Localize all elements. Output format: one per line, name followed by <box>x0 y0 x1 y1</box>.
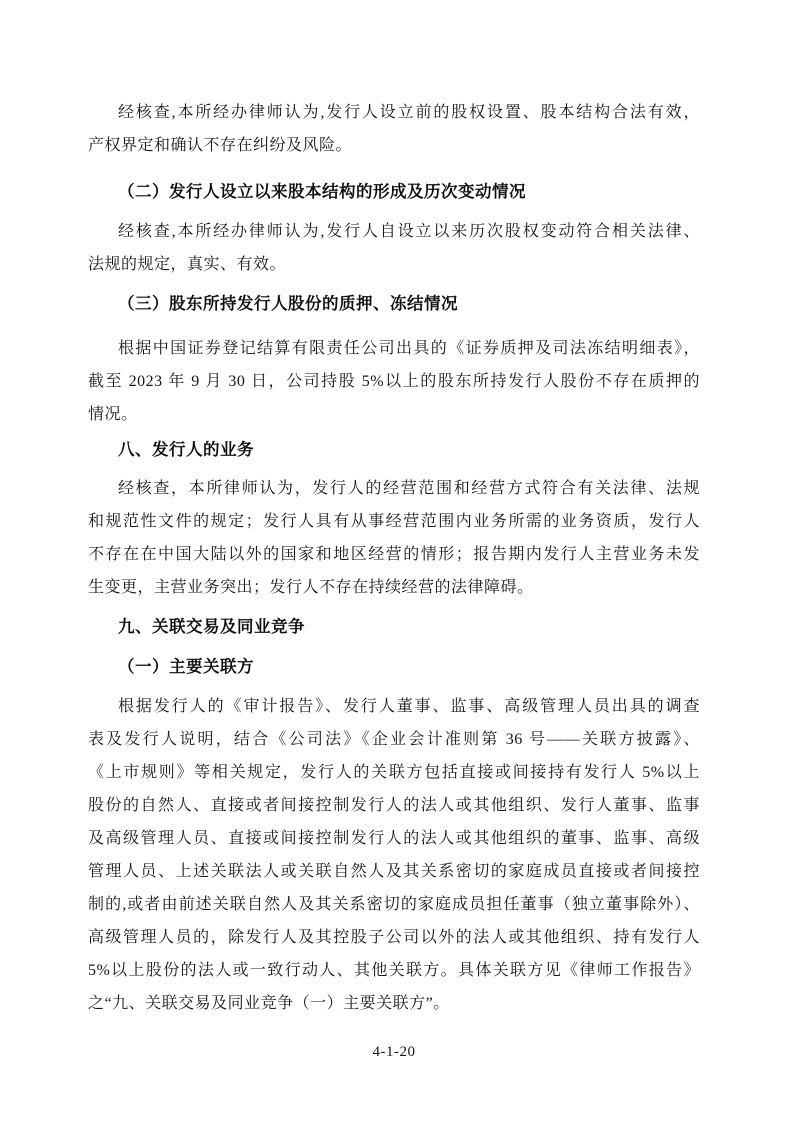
section-heading: 八、发行人的业务 <box>118 441 254 459</box>
paragraph-line: 情况。 <box>88 406 138 423</box>
paragraph-line: 5%以上股份的法人或一致行动人、其他关联方。具体关联方见《律师工作报告》 <box>88 962 700 979</box>
paragraph-line: 《上市规则》等相关规定，发行人的关联方包括直接或间接持有发行人 5%以上 <box>88 764 700 781</box>
paragraph-line: 之“九、关联交易及同业竞争（一）主要关联方”。 <box>88 995 450 1012</box>
paragraph-line: 不存在在中国大陆以外的国家和地区经营的情形；报告期内发行人主营业务未发 <box>88 546 700 563</box>
paragraph <box>88 472 700 604</box>
paragraph <box>88 332 700 431</box>
page-number: 4-1-20 <box>372 1044 416 1060</box>
paragraph-line: 法规的规定，真实、有效。 <box>88 256 287 273</box>
paragraph-line: 截至 2023 年 9 月 30 日，公司持股 5%以上的股东所持发行人股份不存在质押的 <box>88 373 700 390</box>
paragraph-line: 经核查,本所经办律师认为,发行人设立前的股权设置、股本结构合法有效， <box>118 104 700 121</box>
paragraph-line: 及高级管理人员、直接或间接控制发行人的法人或其他组织的董事、监事、高级 <box>88 830 700 847</box>
paragraph-line: 产权界定和确认不存在纠纷及风险。 <box>88 137 353 154</box>
paragraph-line: 生变更，主营业务突出；发行人不存在持续经营的法律障碍。 <box>88 579 534 596</box>
paragraph-line: 制的,或者由前述关联自然人及其关系密切的家庭成员担任董事（独立董事除外）、 <box>88 896 700 913</box>
section-heading: （三）股东所持发行人股份的质押、冻结情况 <box>118 295 458 313</box>
section-heading: （一）主要关联方 <box>118 658 254 676</box>
paragraph-line: 和规范性文件的规定；发行人具有从事经营范围内业务所需的业务资质，发行人 <box>88 513 700 530</box>
paragraph-line: 经核查,本所经办律师认为,发行人自设立以来历次股权变动符合相关法律、 <box>118 223 700 240</box>
paragraph-line: 高级管理人员的，除发行人及其控股子公司以外的法人或其他组织、持有发行人 <box>88 929 700 946</box>
paragraph-line: 根据中国证券登记结算有限责任公司出具的《证券质押及司法冻结明细表》， <box>118 340 700 357</box>
paragraph-line: 股份的自然人、直接或者间接控制发行人的法人或其他组织、发行人董事、监事 <box>88 797 700 814</box>
section-heading: （二）发行人设立以来股本结构的形成及历次变动情况 <box>118 183 526 201</box>
paragraph <box>88 96 700 162</box>
paragraph-line: 经核查，本所律师认为，发行人的经营范围和经营方式符合有关法律、法规 <box>118 480 700 497</box>
paragraph-line: 根据发行人的《审计报告》、发行人董事、监事、高级管理人员出具的调查 <box>118 698 700 715</box>
paragraph-line: 表及发行人说明，结合《公司法》《企业会计准则第 36 号——关联方披露》、 <box>88 731 700 748</box>
paragraph <box>88 215 700 281</box>
section-heading: 九、关联交易及同业竞争 <box>118 618 305 636</box>
paragraph-line: 管理人员、上述关联法人或关联自然人及其关系密切的家庭成员直接或者间接控 <box>88 863 700 880</box>
paragraph <box>88 690 700 1020</box>
